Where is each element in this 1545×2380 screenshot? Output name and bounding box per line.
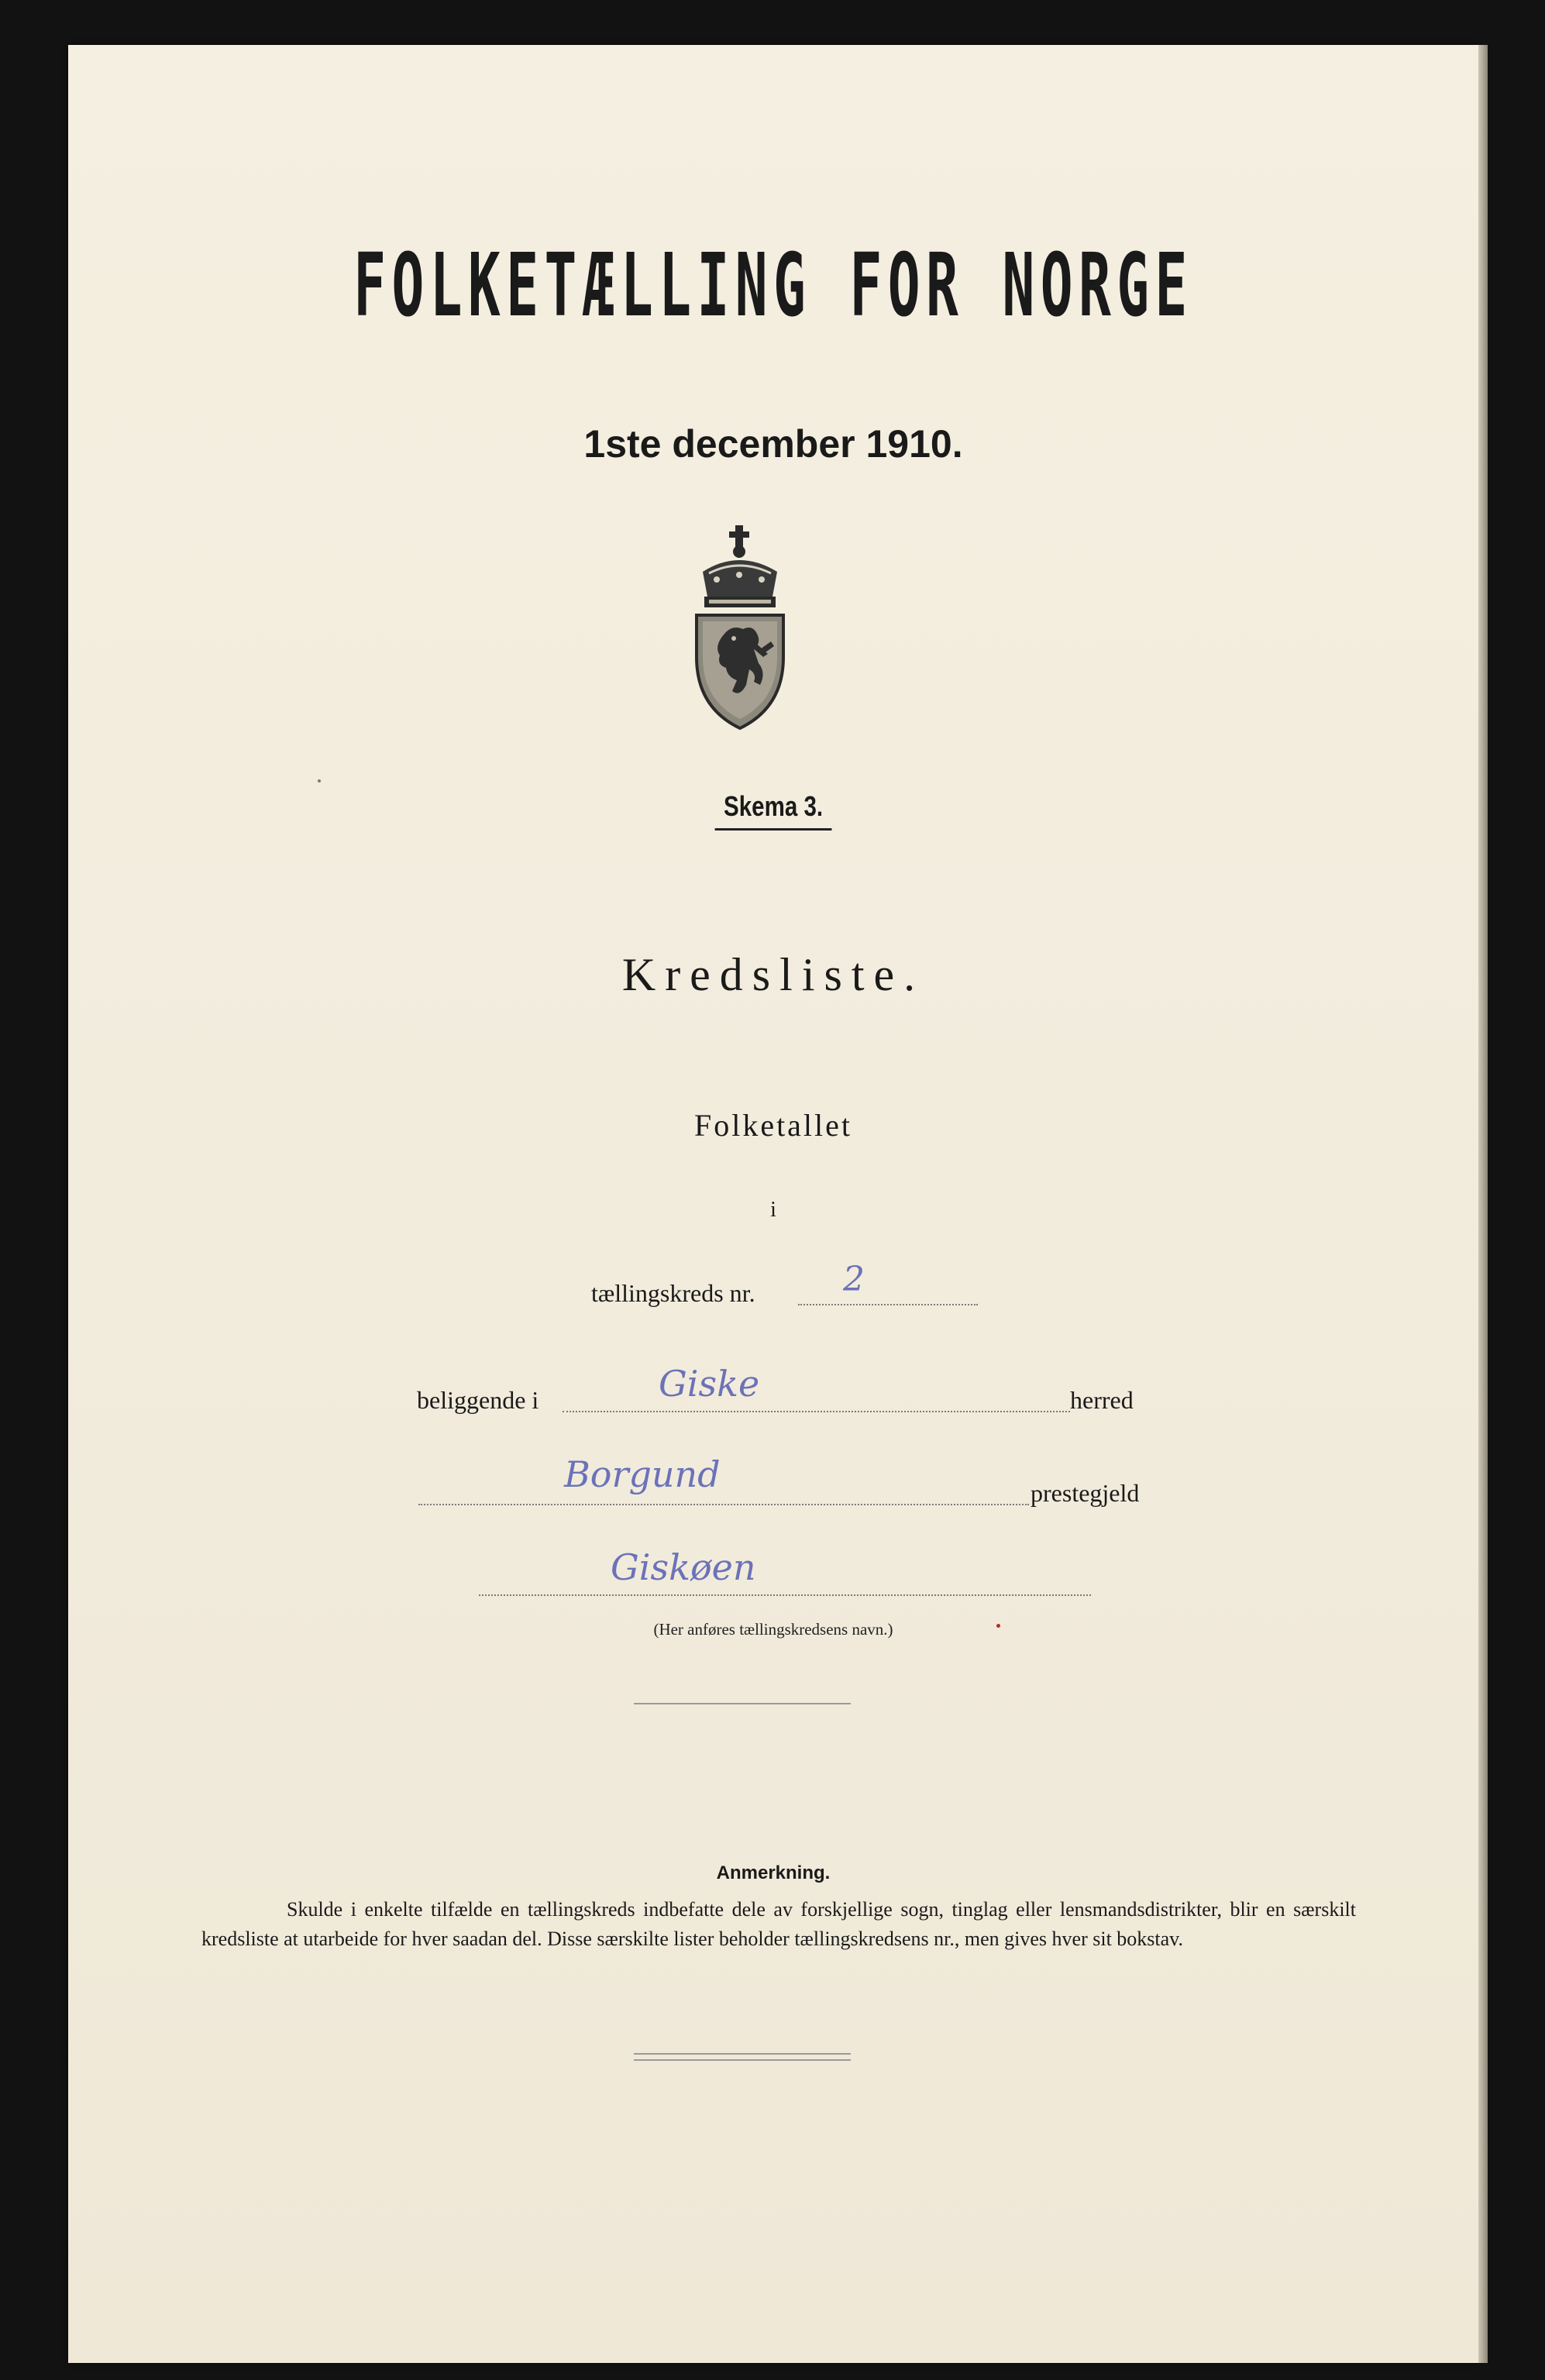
- prestegjeld-value: Borgund: [564, 1453, 721, 1495]
- population-heading: Folketallet: [693, 1108, 853, 1143]
- list-title: Kredsliste.: [621, 949, 925, 1000]
- preposition: i: [770, 1198, 776, 1222]
- separator-rule: [634, 1703, 851, 1704]
- remark-title: Anmerkning.: [716, 1862, 831, 1883]
- remark-text: Skulde i enkelte tilfælde en tællingskreds indbefatte dele av forskjellige sogn, tinglag eller lensmandsdistrikter, blir en særskilt kredsliste at utarbeide for hver saadan del. Disse særskilte lister beholder tællingskredsens nr., men gives hver sit bokstav.: [201, 1898, 1356, 1950]
- coat-of-arms-emblem: [686, 525, 794, 734]
- census-form-page: [68, 45, 1478, 2363]
- paper-speck: [318, 779, 321, 782]
- paper-mark: [996, 1624, 1000, 1628]
- district-name-line: [479, 1594, 1091, 1596]
- prestegjeld-line: [418, 1504, 1029, 1505]
- bottom-rule-upper: [634, 2053, 851, 2055]
- bottom-rule-lower: [634, 2059, 851, 2061]
- document-title: FOLKETÆLLING FOR NORGE: [353, 236, 1193, 336]
- page-edge: [1478, 45, 1488, 2363]
- district-number-value: 2: [843, 1260, 865, 1299]
- district-number-label: tællingskreds nr.: [591, 1279, 755, 1307]
- herred-value: Giske: [659, 1363, 760, 1405]
- herred-label: herred: [1070, 1386, 1134, 1414]
- located-in-label: beliggende i: [417, 1386, 539, 1414]
- prestegjeld-label: prestegjeld: [1031, 1479, 1140, 1507]
- form-number: Skema 3.: [68, 793, 1478, 831]
- census-date: 1ste december 1910.: [583, 422, 963, 466]
- herred-line: [563, 1411, 1070, 1412]
- district-name-hint: (Her anføres tællingskredsens navn.): [653, 1620, 893, 1639]
- district-number-line: [798, 1304, 978, 1305]
- district-name-value: Giskøen: [611, 1546, 756, 1588]
